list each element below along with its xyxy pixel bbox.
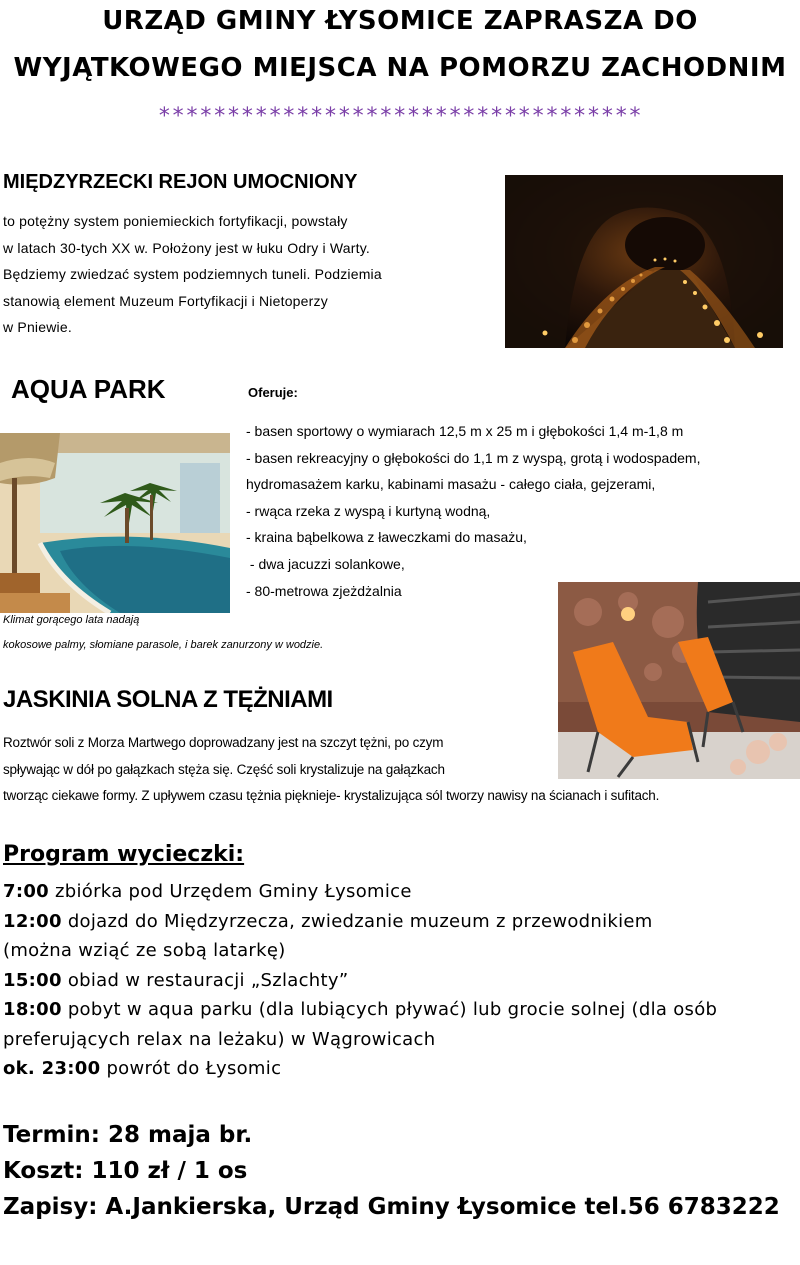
schedule-row xyxy=(3,995,800,1025)
text-line: spływając w dół po gałązkach stęża się. Część soli krystalizuje na gałązkach xyxy=(3,761,445,777)
schedule-time: 18:00 xyxy=(3,999,62,1020)
decorative-stars-divider: *********************************** xyxy=(157,104,643,129)
list-item: - 80-metrowa zjeżdżalnia xyxy=(246,582,402,599)
schedule-row xyxy=(3,907,800,937)
aquapark-caption xyxy=(3,608,453,658)
schedule-time: 15:00 xyxy=(3,969,62,991)
offers-label: Oferuje: xyxy=(248,385,298,400)
list-item: - rwąca rzeka z wyspą i kurtyną wodną, xyxy=(246,502,491,519)
list-item: hydromasażem karku, kabinami masażu - całego ciała, gejzerami, xyxy=(246,476,656,493)
list-item: - basen rekreacyjny o głębokości do 1,1 m z wyspą, grotą i wodospadem, xyxy=(246,449,701,466)
schedule-time: 12:00 xyxy=(3,910,62,932)
tunnel-photo xyxy=(505,175,783,348)
trip-details xyxy=(3,1117,800,1225)
schedule-time: ok. 23:00 xyxy=(3,1058,101,1079)
aquapark-offers-list xyxy=(246,418,800,604)
list-item: - basen sportowy o wymiarach 12,5 m x 25 m i głębokości 1,4 m-1,8 m xyxy=(246,423,684,439)
list-item: - kraina bąbelkowa z ławeczkami do masażu, xyxy=(246,529,527,546)
schedule-row xyxy=(3,877,800,907)
page-title-line-1: URZĄD GMINY ŁYSOMICE ZAPRASZA DO xyxy=(102,6,698,36)
text-line: w latach 30-tych XX w. Położony jest w łuku Odry i Warty. xyxy=(3,239,370,256)
schedule-time: 7:00 xyxy=(3,881,49,902)
section-heading-salt-cave: JASKINIA SOLNA Z TĘŻNIAMI xyxy=(3,686,333,713)
program-heading: Program wycieczki: xyxy=(3,842,245,867)
schedule-text: preferujących relax na leżaku) w Wągrowicach xyxy=(3,1028,436,1050)
schedule-text: pobyt w aqua parku (dla lubiących pływać) lub grocie solnej (dla osób xyxy=(61,999,718,1020)
text-line: to potężny system poniemieckich fortyfikacji, powstały xyxy=(3,213,348,229)
schedule-text: powrót do Łysomic xyxy=(100,1058,282,1079)
schedule-text: zbiórka pod Urzędem Gminy Łysomice xyxy=(48,881,412,902)
list-item: - dwa jacuzzi solankowe, xyxy=(246,555,405,572)
page-title-line-2: WYJĄTKOWEGO MIEJSCA NA POMORZU ZACHODNIM xyxy=(13,53,787,83)
caption-line: Klimat gorącego lata nadają xyxy=(3,614,140,626)
schedule-text: dojazd do Międzyrzecza, zwiedzanie muzeum z przewodnikiem xyxy=(61,910,653,932)
text-line: stanowią element Muzeum Fortyfikacji i Nietoperzy xyxy=(3,292,328,309)
schedule-text: (można wziąć ze sobą latarkę) xyxy=(3,940,286,961)
trip-date: Termin: 28 maja br. xyxy=(3,1122,253,1148)
schedule-row xyxy=(3,1025,800,1055)
aquapark-photo xyxy=(0,433,230,613)
program-schedule xyxy=(3,877,800,1084)
text-line: tworząc ciekawe formy. Z upływem czasu tężnia pięknieje- krystalizująca sól tworzy nawisy na ścianach i sufitach. xyxy=(3,788,660,804)
schedule-row xyxy=(3,1054,800,1084)
trip-registration: Zapisy: A.Jankierska, Urząd Gminy Łysomice tel.56 6783222 xyxy=(3,1194,780,1220)
fortifications-description xyxy=(3,208,493,341)
text-line: Roztwór soli z Morza Martwego doprowadzany jest na szczyt tężni, po czym xyxy=(3,735,444,750)
text-line: w Pniewie. xyxy=(3,319,72,335)
schedule-text: obiad w restauracji „Szlachty” xyxy=(61,969,349,991)
salt-cave-description xyxy=(3,730,800,810)
trip-cost: Koszt: 110 zł / 1 os xyxy=(3,1158,248,1184)
schedule-row xyxy=(3,966,800,996)
caption-line: kokosowe palmy, słomiane parasole, i barek zanurzony w wodzie. xyxy=(3,639,324,651)
text-line: Będziemy zwiedzać system podziemnych tuneli. Podziemia xyxy=(3,266,382,282)
section-heading-aquapark: AQUA PARK xyxy=(11,374,166,404)
section-heading-fortifications: MIĘDZYRZECKI REJON UMOCNIONY xyxy=(3,171,358,193)
schedule-row xyxy=(3,936,800,966)
